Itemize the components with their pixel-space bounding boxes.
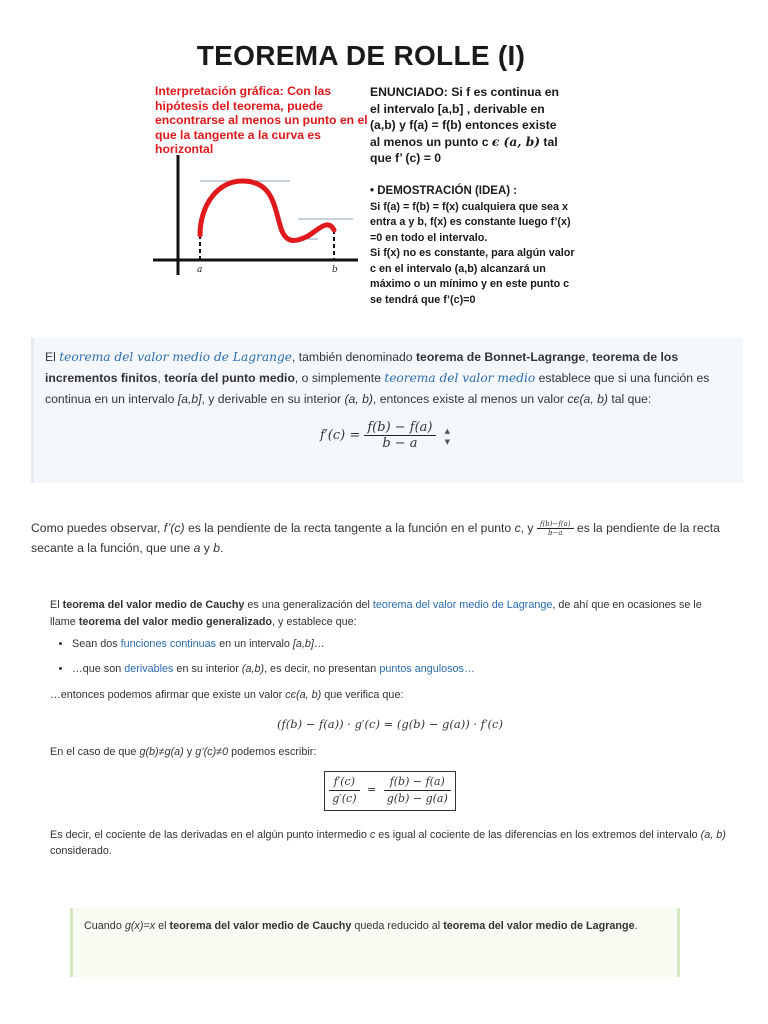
lagrange-fraction: $\frac{f(b) - f(a)}{b - a}$ [364,420,435,451]
boxed-equation: $\frac{f'(c)}{g'(c)}$ = $\frac{f(b) - f(a)}{g(b) - g(a)}$ [324,771,456,811]
cauchy-list [50,636,730,677]
cauchy-section [50,597,730,860]
cauchy-p3: En el caso de que g(b)≠g(a) y g’(c)≠0 podemos escribir: [50,746,317,758]
cauchy-equation-1: (f(b) − f(a)) · g′(c) = (g(b) − g(a)) · f′(c) [277,716,503,731]
lagrange-paragraph: El teorema del valor medio de Lagrange, también denominado teorema de Bonnet-Lagrange, teorema de los incrementos finitos, teoría del punto medio, o simplemente teorema del valor medio establece que si una función es continua en un intervalo [a,b], y derivable en su interior (a, b), entonces existe al menos un valor cє(a, b) tal que: [45,350,710,406]
link-derivables[interactable]: derivables [124,662,174,675]
page-title: TEOREMA DE ROLLE (I) [196,40,526,71]
link-lagrange-2[interactable]: teorema del valor medio de Lagrange [372,599,553,611]
link-puntos-angulosos[interactable]: puntos angulosos… [379,662,475,675]
graphic-interpretation-text: Interpretación gráfica: Con las hipótesis del teorema, puede encontrarse al menos un punto en el que la tangente a la curva es horizontal [155,84,368,157]
cauchy-p4: Es decir, el cociente de las derivadas en el algún punto intermedio c es igual al cociente de las diferencias en los extremos del intervalo (a, b) considerado. [50,828,726,857]
demostracion-block [370,184,575,308]
link-funciones-continuas[interactable]: funciones continuas [120,638,217,650]
link-valor-medio[interactable]: teorema del valor medio [384,371,536,385]
demostracion-heading: • DEMOSTRACIÓN (IDEA) : [370,185,518,197]
enunciado-text: ENUNCIADO: Si f es continua en el intervalo [a,b] , derivable en (a,b) y f(a) = f(b) entonces existe al menos un punto c ϵ (a, b) tal que f’ (c) = 0 [370,85,559,165]
note-text: Cuando g(x)=x el teorema del valor medio de Cauchy queda reducido al teorema del valor medio de Lagrange. [84,920,638,932]
demostracion-p1: Si f(a) = f(b) = f(x) cualquiera que sea x entra a y b, f(x) es constante luego f’(x) =0 en todo el intervalo. [370,200,571,244]
link-lagrange[interactable]: teorema del valor medio de Lagrange [59,350,292,364]
cauchy-p2: …entonces podemos afirmar que existe un valor cє(a, b) que verifica que: [50,689,404,701]
list-item: • Sean dos funciones continuas en un intervalo [a,b]… [72,636,730,653]
lagrange-equation: f′(c) = $\frac{f(b) - f(a)}{b - a}$ ▲ ▼ [320,420,451,451]
label-b: b [332,265,338,275]
list-item: • …que son derivables en su interior (a,b), es decir, no presentan puntos angulosos… [72,661,730,678]
rolle-graph [148,150,363,280]
label-a: a [197,265,203,275]
function-curve [200,181,334,241]
observation-paragraph: Como puedes observar, f’(c) es la pendiente de la recta tangente a la función en el punto c, y $\frac{f(b)-f(a)}{b-a}$ es la pendiente de la recta secante a la función, que une a y b. [31,520,720,555]
equation-scroll-arrows[interactable]: ▲ ▼ [444,426,451,446]
demostracion-p2: Si f(x) no es constante, para algún valor c en el intervalo (a,b) alcanzará un máximo o un mínimo y en este punto c se tendrá que f’(c)=0 [370,247,575,306]
enunciado-math: ϵ (a, b) [491,134,540,149]
cauchy-intro: El teorema del valor medio de Cauchy es una generalización del teorema del valor medio de Lagrange, de ahí que en ocasiones se le llame teorema del valor medio generalizado, y establece que: [50,599,702,628]
cauchy-equation-2 [50,771,730,811]
secant-fraction: $\frac{f(b)-f(a)}{b-a}$ [537,520,574,537]
